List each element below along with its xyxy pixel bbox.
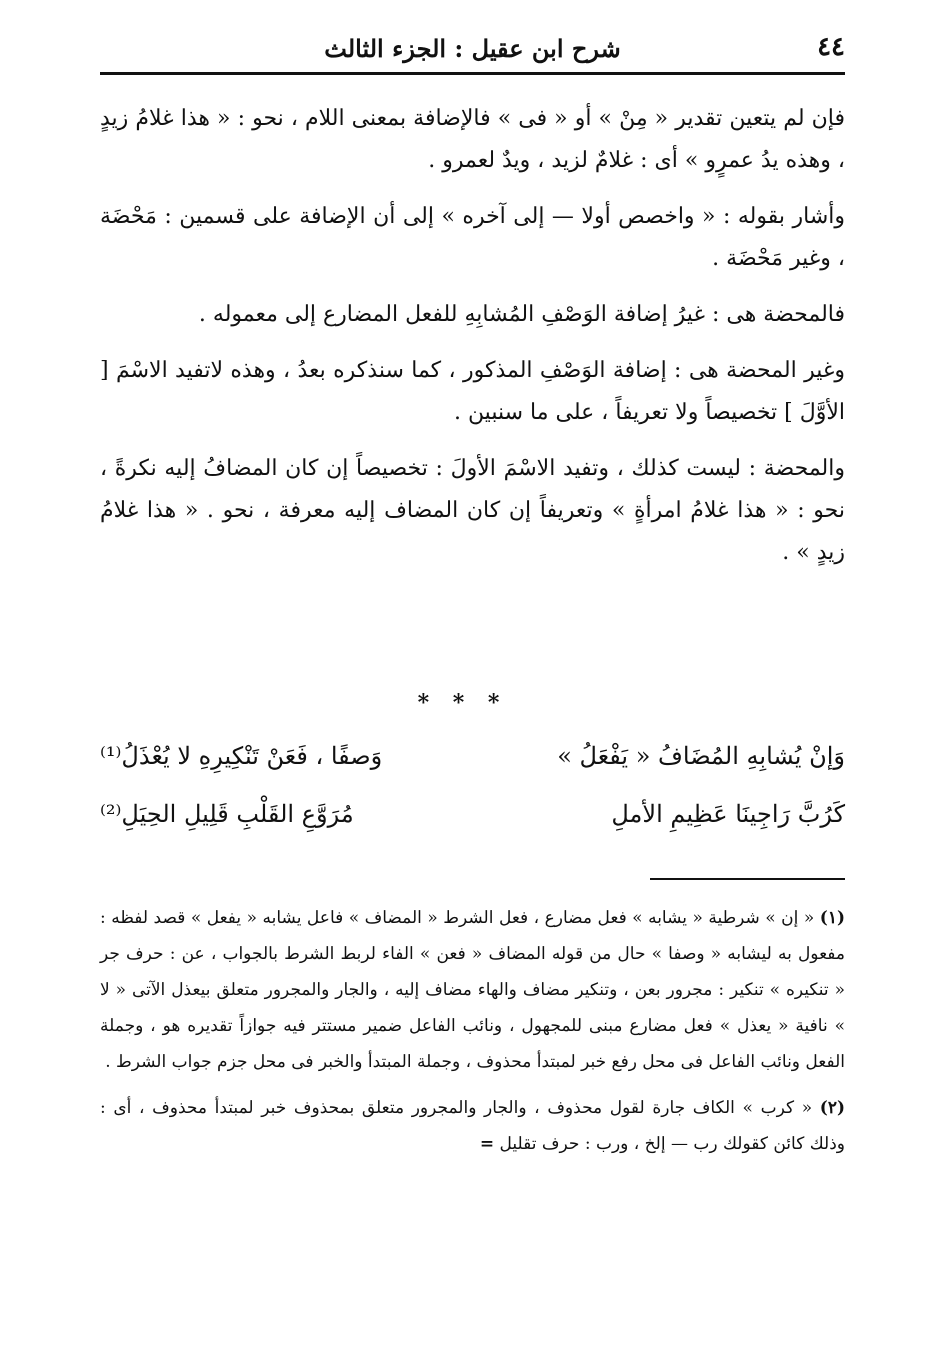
verse-line xyxy=(100,800,845,846)
footnote-number: (٢) xyxy=(819,1098,845,1118)
paragraph: فإن لم يتعين تقدير « مِنْ » أو « فى » فالإضافة بمعنى اللام ، نحو : « هذا غلامُ زيدٍ ، وهذه يدُ عمرٍو » أى : غلامٌ لزيد ، ويدٌ لعمرو . xyxy=(100,106,845,173)
paragraph: وأشار بقوله : « واخصص أولا — إلى آخره » إلى أن الإضافة على قسمين : مَحْضَة ، وغير مَحْضَة . xyxy=(100,204,845,271)
main-text xyxy=(100,98,845,588)
paragraph: والمحضة : ليست كذلك ، وتفيد الاسْمَ الأولَ : تخصيصاً إن كان المضافُ إليه نكرةً ، نحو : « هذا غلامُ امرأةٍ » وتعريفاً إن كان المضاف إليه معرفة ، نحو . « هذا غلامُ زيدٍ » . xyxy=(100,456,845,565)
verse-line xyxy=(100,742,845,788)
page-header xyxy=(100,26,845,75)
continuation-mark: = xyxy=(479,1134,495,1154)
footnote-text: « إن » شرطية « يشابه » فعل مضارع ، فعل الشرط « المضاف » فاعل يشابه « يفعل » قصد لفظه : مفعول به ليشابه « وصفا » حال من قوله المضاف « فعن » الفاء لربط الشرط بالجواب ، عن : حرف جر « تنكيره » تنكير : مجرور بعن ، وتنكير مضاف والهاء مضاف إليه ، والجار والمجرور متعلق بيعذل الآتى « لا » نافية « يعذل » فعل مضارع مبنى للمجهول ، ونائب الفاعل ضمير مستتر فيه جوازاً تقديره هو ، وجملة الفعل ونائب الفاعل فى محل رفع خبر لمبتدأ محذوف ، وجملة المبتدأ والخبر فى محل جزم جواب الشرط . xyxy=(100,908,845,1072)
page-number: ٤٤ xyxy=(817,32,845,62)
verse-first-hemistich: وَإنْ يُشابِهِ المُضَافُ « يَفْعَلُ » xyxy=(557,742,845,770)
footnote-separator xyxy=(650,878,845,880)
paragraph: فالمحضة هى : غيرُ إضافة الوَصْفِ المُشابِهِ للفعل المضارع إلى معموله . xyxy=(198,302,845,327)
verse-second-hemistich: مُرَوَّعِ القَلْبِ قَلِيلِ الحِيَلِ⁽²⁾ xyxy=(100,800,354,828)
running-title: شرح ابن عقيل : الجزء الثالث xyxy=(324,34,621,63)
paragraph: وغير المحضة هى : إضافة الوَصْفِ المذكور ، كما سنذكره بعدُ ، وهذه لاتفيد الاسْمَ [ الأوَّلَ ] تخصيصاً ولا تعريفاً ، على ما سنبين . xyxy=(100,358,845,425)
section-ornament: * * * xyxy=(417,690,508,716)
verse-first-hemistich: كَرُبَّ رَاجِينَا عَظِيمِ الأملِ xyxy=(611,800,845,828)
footnote xyxy=(100,1090,845,1162)
footnote-number: (١) xyxy=(819,908,845,928)
footnote-text: « كرب » الكاف جارة لقول محذوف ، والجار والمجرور متعلق بمحذوف خبر لمبتدأ محذوف ، أى : وذلك كائن كقولك رب — إلخ ، ورب : حرف تقليل xyxy=(100,1098,845,1154)
footnote xyxy=(100,900,845,1080)
footnotes xyxy=(100,900,845,1172)
verse-second-hemistich: وَصفًا ، فَعَنْ تَنْكِيرِهِ لا يُعْذَلُ⁽¹⁾ xyxy=(100,742,383,770)
